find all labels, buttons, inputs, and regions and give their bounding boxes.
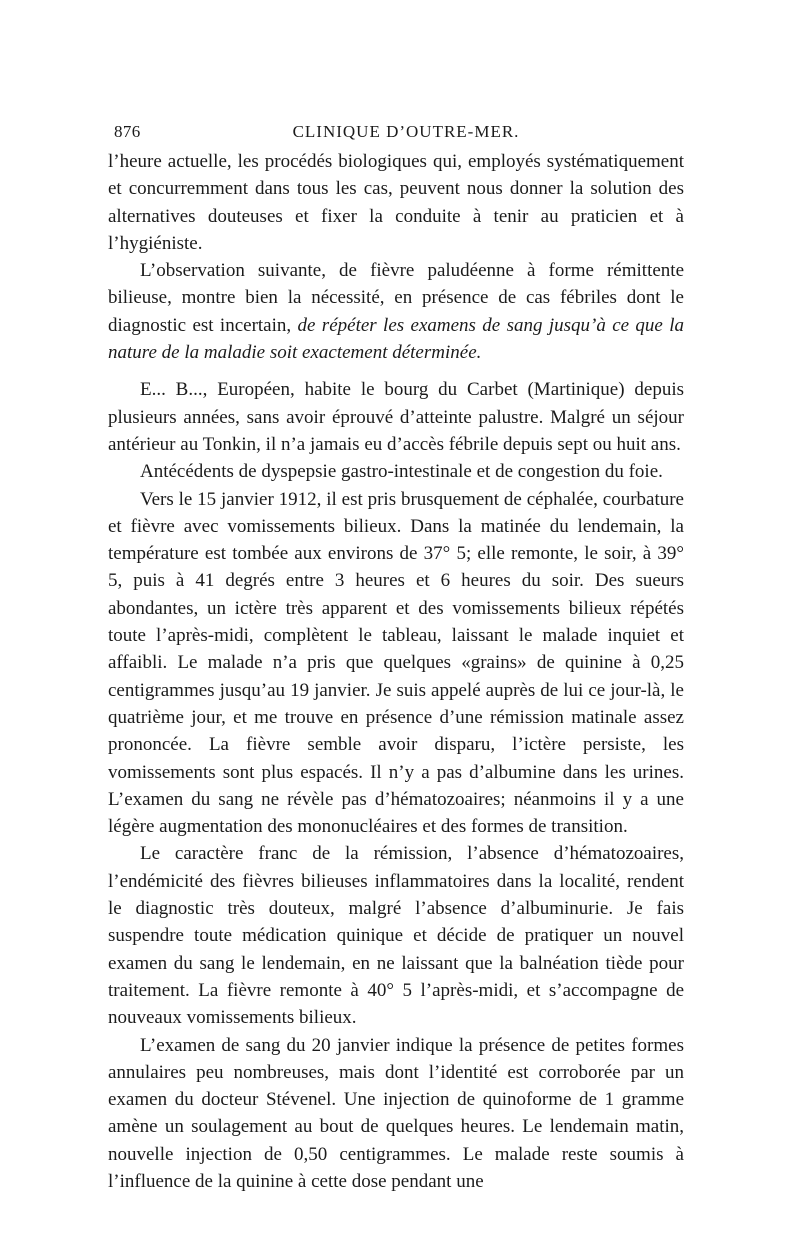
paragraph-blood-exam: L’examen de sang du 20 janvier indique la présence de petites formes annulaires peu nombreuses, mais dont l’identité est corroborée par un examen du docteur Stévenel. Une injection de quinoforme de 1 gramme amène un soulagement au bout de quelques heures. Le lendemain matin, nouvelle injection de 0,50 centigrammes. Le malade reste soumis à l’influence de la quinine à cette dose pendant une xyxy=(108,1034,684,1192)
paragraph-case-course: Vers le 15 janvier 1912, il est pris brusquement de céphalée, courbature et fièvre avec vomissements bilieux. Dans la matinée du lendemain, la température est tombée aux environs de 37° 5; elle remonte, le soir, à 39° 5, puis à 41 degrés entre 3 heures et 6 heures du soir. Des sueurs abondantes, un ictère très apparent et des vomissements bilieux répétés toute l’après-midi, complètent le tableau, laissant le malade inquiet et affaibli. Le malade n’a pris que quelques «grains» de quinine à 0,25 centigrammes jusqu’au 19 janvier. Je suis appelé auprès de lui ce jour-là, le quatrième jour, et me trouve en présence d’une rémission matinale assez prononcée. La fièvre semble avoir disparu, l’ictère persiste, les vomissements sont plus espacés. Il n’y a pas d’albumine dans les urines. L’examen du sang ne révèle pas d’hématozoaires; néanmoins il y a une légère augmentation des mononucléaires et des formes de transition. xyxy=(108,488,684,838)
paragraph-continuation: l’heure actuelle, les procédés biologiques qui, employés systématiquement et concurremment dans tous les cas, peuvent nous donner la solution des alternatives douteuses et fixer la conduite à tenir au praticien et à l’hygiéniste. xyxy=(108,151,684,254)
running-title: CLINIQUE D’OUTRE-MER. xyxy=(292,122,520,141)
italic-emphasis: de répéter les examens de sang jusqu’à ce que la nature de la maladie soit exactement déterminée. xyxy=(108,314,684,364)
running-header xyxy=(108,118,684,146)
body-text xyxy=(108,148,684,1195)
paragraph-observation-intro xyxy=(108,257,684,366)
paragraph-case-patient: E... B..., Européen, habite le bourg du Carbet (Martinique) depuis plusieurs années, sans avoir éprouvé d’atteinte palustre. Malgré un séjour antérieur au Tonkin, il n’a jamais eu d’accès fébrile depuis sept ou huit ans. xyxy=(108,379,684,455)
paragraph-text: L’observation suivante, de fièvre paludéenne à forme rémittente bilieuse, montre bien la nécessité, en présence de cas fébriles dont le diagnostic est incertain, xyxy=(108,260,684,336)
paragraph-remission: Le caractère franc de la rémission, l’absence d’hématozoaires, l’endémicité des fièvres bilieuses inflammatoires dans la localité, rendent le diagnostic très douteux, malgré l’absence d’albuminurie. Je fais suspendre toute médication quinique et décide de pratiquer un nouvel examen du sang le lendemain, en ne laissant que la balnéation tiède pour traitement. La fièvre remonte à 40° 5 l’après-midi, et s’accompagne de nouveaux vomissements bilieux. xyxy=(108,843,684,1029)
paragraph-antecedents: Antécédents de dyspepsie gastro-intestinale et de congestion du foie. xyxy=(140,461,663,483)
book-page xyxy=(108,118,684,1195)
page-number: 876 xyxy=(114,122,141,141)
